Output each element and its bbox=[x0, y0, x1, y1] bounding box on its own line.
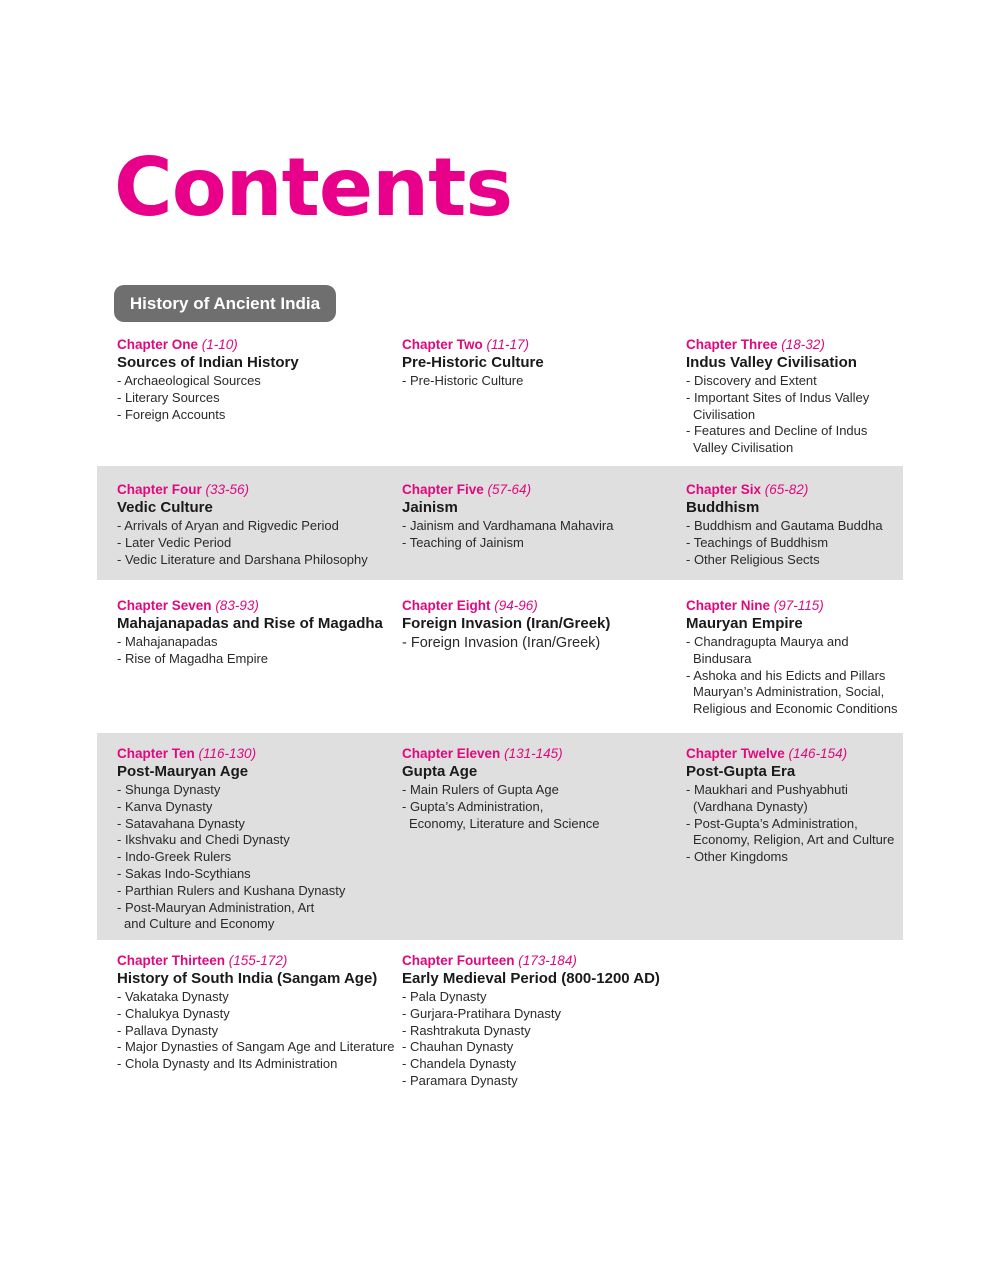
chapter-entry[interactable] bbox=[402, 952, 687, 1090]
topic-item: - Foreign Invasion (Iran/Greek) bbox=[402, 635, 601, 651]
chapter-pages: (173-184) bbox=[518, 953, 577, 968]
chapter-pages: (83-93) bbox=[215, 598, 259, 613]
topic-item: - Pallava Dynasty bbox=[117, 1022, 219, 1038]
topic-item: - Maukhari and Pushyabhuti (Vardhana Dynasty) bbox=[686, 782, 848, 814]
chapter-entry[interactable] bbox=[117, 952, 402, 1073]
topic-item: - Ikshvaku and Chedi Dynasty bbox=[117, 832, 290, 848]
chapter-heading bbox=[117, 336, 402, 353]
chapter-heading bbox=[686, 597, 898, 614]
topic-item: - Vakataka Dynasty bbox=[117, 989, 229, 1004]
chapter-title: Indus Valley Civilisation bbox=[686, 354, 857, 371]
chapter-pages: (33-56) bbox=[205, 482, 250, 497]
topic-item: - Mahajanapadas bbox=[117, 634, 218, 649]
topic-item: - Post-Gupta’s Administration, Economy, Religion, Art and Culture bbox=[686, 815, 895, 848]
chapter-heading bbox=[117, 745, 347, 762]
chapter-title: Post-Mauryan Age bbox=[117, 763, 249, 780]
chapter-title: Mauryan Empire bbox=[686, 615, 803, 632]
chapter-pages: (1-10) bbox=[201, 337, 238, 352]
topic-item: - Jainism and Vardhamana Mahavira bbox=[402, 518, 614, 533]
chapter-title: Gupta Age bbox=[402, 763, 478, 780]
topic-item: - Indo-Greek Rulers bbox=[117, 849, 232, 865]
topic-item: - Rise of Magadha Empire bbox=[117, 650, 269, 666]
chapter-heading bbox=[402, 597, 687, 614]
topic-item: - Chalukya Dynasty bbox=[117, 1005, 230, 1021]
topic-list bbox=[117, 782, 347, 933]
chapter-entry[interactable] bbox=[402, 745, 602, 832]
chapter-heading bbox=[117, 952, 402, 969]
chapter-label: Chapter Seven bbox=[117, 598, 212, 613]
topic-item: - Archaeological Sources bbox=[117, 373, 261, 388]
topic-item: - Gupta’s Administration, Economy, Literature and Science bbox=[402, 798, 600, 831]
chapter-heading bbox=[117, 481, 402, 498]
chapter-title: Mahajanapadas and Rise of Magadha bbox=[117, 615, 383, 632]
chapter-label: Chapter Ten bbox=[117, 746, 195, 761]
topic-item: - Ashoka and his Edicts and Pillars Mauryan’s Administration, Social, Religious and Economic Conditions bbox=[686, 667, 898, 717]
topic-item: - Buddhism and Gautama Buddha bbox=[686, 518, 883, 533]
topic-list bbox=[686, 634, 898, 718]
chapter-entry[interactable] bbox=[686, 336, 886, 457]
chapter-label: Chapter Six bbox=[686, 482, 762, 497]
topic-item: - Teaching of Jainism bbox=[402, 534, 524, 550]
chapter-label: Chapter Twelve bbox=[686, 746, 785, 761]
topic-item: - Pre-Historic Culture bbox=[402, 373, 524, 388]
chapter-label: Chapter Three bbox=[686, 337, 778, 352]
chapter-pages: (116-130) bbox=[198, 746, 257, 761]
chapter-pages: (57-64) bbox=[487, 482, 532, 497]
chapter-label: Chapter One bbox=[117, 337, 199, 352]
chapter-heading bbox=[402, 745, 602, 762]
chapter-title: Early Medieval Period (800-1200 AD) bbox=[402, 970, 660, 987]
topic-list bbox=[117, 989, 402, 1073]
topic-item: - Paramara Dynasty bbox=[402, 1072, 518, 1088]
chapter-heading bbox=[402, 336, 687, 353]
chapter-entry[interactable] bbox=[117, 481, 402, 568]
chapter-entry[interactable] bbox=[117, 597, 402, 668]
topic-list bbox=[402, 782, 602, 832]
topic-item: - Discovery and Extent bbox=[686, 373, 817, 388]
topic-item: - Literary Sources bbox=[117, 389, 220, 405]
chapter-pages: (131-145) bbox=[504, 746, 563, 761]
page-title: Contents bbox=[114, 141, 512, 234]
chapter-entry[interactable] bbox=[402, 481, 687, 552]
chapter-pages: (11-17) bbox=[486, 337, 530, 352]
chapter-pages: (146-154) bbox=[788, 746, 848, 761]
chapter-title: History of South India (Sangam Age) bbox=[117, 970, 378, 987]
topic-item: - Major Dynasties of Sangam Age and Literature bbox=[117, 1039, 395, 1055]
topic-item: - Other Kingdoms bbox=[686, 849, 788, 865]
chapter-pages: (94-96) bbox=[494, 598, 538, 613]
topic-item: - Pala Dynasty bbox=[402, 989, 487, 1004]
topic-item: - Chandela Dynasty bbox=[402, 1056, 517, 1072]
chapter-label: Chapter Eleven bbox=[402, 746, 501, 761]
topic-item: - Chauhan Dynasty bbox=[402, 1039, 514, 1055]
chapter-title: Foreign Invasion (Iran/Greek) bbox=[402, 615, 611, 632]
topic-item: - Other Religious Sects bbox=[686, 551, 820, 567]
chapter-label: Chapter Thirteen bbox=[117, 953, 226, 968]
chapter-pages: (97-115) bbox=[773, 598, 824, 613]
topic-item: - Arrivals of Aryan and Rigvedic Period bbox=[117, 518, 339, 533]
chapter-heading bbox=[117, 597, 402, 614]
chapter-entry[interactable] bbox=[117, 745, 347, 933]
topic-item: - Sakas Indo-Scythians bbox=[117, 865, 251, 881]
topic-item: - Rashtrakuta Dynasty bbox=[402, 1022, 531, 1038]
chapter-entry[interactable] bbox=[686, 481, 896, 568]
topic-list bbox=[686, 373, 886, 457]
chapter-entry[interactable] bbox=[402, 336, 687, 390]
topic-list bbox=[686, 518, 896, 568]
topic-item: - Shunga Dynasty bbox=[117, 782, 221, 797]
topic-list bbox=[117, 518, 402, 568]
topic-item: - Parthian Rulers and Kushana Dynasty bbox=[117, 882, 346, 898]
topic-list bbox=[402, 634, 687, 653]
chapter-label: Chapter Fourteen bbox=[402, 953, 515, 968]
chapter-entry[interactable] bbox=[686, 745, 898, 866]
chapter-pages: (155-172) bbox=[228, 953, 288, 968]
chapter-heading bbox=[686, 336, 886, 353]
chapter-label: Chapter Four bbox=[117, 482, 202, 497]
topic-list bbox=[402, 373, 687, 390]
topic-item: - Kanva Dynasty bbox=[117, 798, 213, 814]
topic-item: - Main Rulers of Gupta Age bbox=[402, 782, 559, 797]
chapter-pages: (18-32) bbox=[781, 337, 825, 352]
topic-item: - Satavahana Dynasty bbox=[117, 815, 245, 831]
topic-list bbox=[117, 634, 402, 668]
chapter-title: Pre-Historic Culture bbox=[402, 354, 544, 371]
chapter-title: Buddhism bbox=[686, 499, 760, 516]
topic-item: - Foreign Accounts bbox=[117, 406, 226, 422]
chapter-heading bbox=[686, 745, 898, 762]
chapter-label: Chapter Nine bbox=[686, 598, 771, 613]
topic-list bbox=[117, 373, 402, 423]
chapter-title: Jainism bbox=[402, 499, 458, 516]
chapter-label: Chapter Eight bbox=[402, 598, 491, 613]
chapter-label: Chapter Two bbox=[402, 337, 483, 352]
topic-item: - Chola Dynasty and Its Administration bbox=[117, 1056, 338, 1072]
chapter-entry[interactable] bbox=[686, 597, 898, 718]
section-label: History of Ancient India bbox=[114, 285, 336, 322]
chapter-pages: (65-82) bbox=[764, 482, 809, 497]
chapter-heading bbox=[402, 481, 687, 498]
topic-item: - Vedic Literature and Darshana Philosophy bbox=[117, 551, 368, 567]
topic-item: - Later Vedic Period bbox=[117, 534, 232, 550]
chapter-entry[interactable] bbox=[117, 336, 402, 423]
chapter-entry[interactable] bbox=[402, 597, 687, 653]
topic-item: - Features and Decline of Indus Valley Civilisation bbox=[686, 423, 868, 456]
chapter-heading bbox=[402, 952, 687, 969]
topic-list bbox=[402, 989, 687, 1090]
chapter-heading bbox=[686, 481, 896, 498]
topic-item: - Chandragupta Maurya and Bindusara bbox=[686, 634, 849, 666]
chapter-title: Vedic Culture bbox=[117, 499, 213, 516]
topic-list bbox=[686, 782, 898, 866]
chapter-title: Sources of Indian History bbox=[117, 354, 299, 371]
topic-item: - Important Sites of Indus Valley Civilisation bbox=[686, 389, 870, 422]
chapter-label: Chapter Five bbox=[402, 482, 484, 497]
topic-item: - Gurjara-Pratihara Dynasty bbox=[402, 1005, 561, 1021]
topic-item: - Post-Mauryan Administration, Art and Culture and Economy bbox=[117, 899, 315, 932]
chapter-title: Post-Gupta Era bbox=[686, 763, 796, 780]
topic-item: - Teachings of Buddhism bbox=[686, 534, 829, 550]
topic-list bbox=[402, 518, 687, 552]
